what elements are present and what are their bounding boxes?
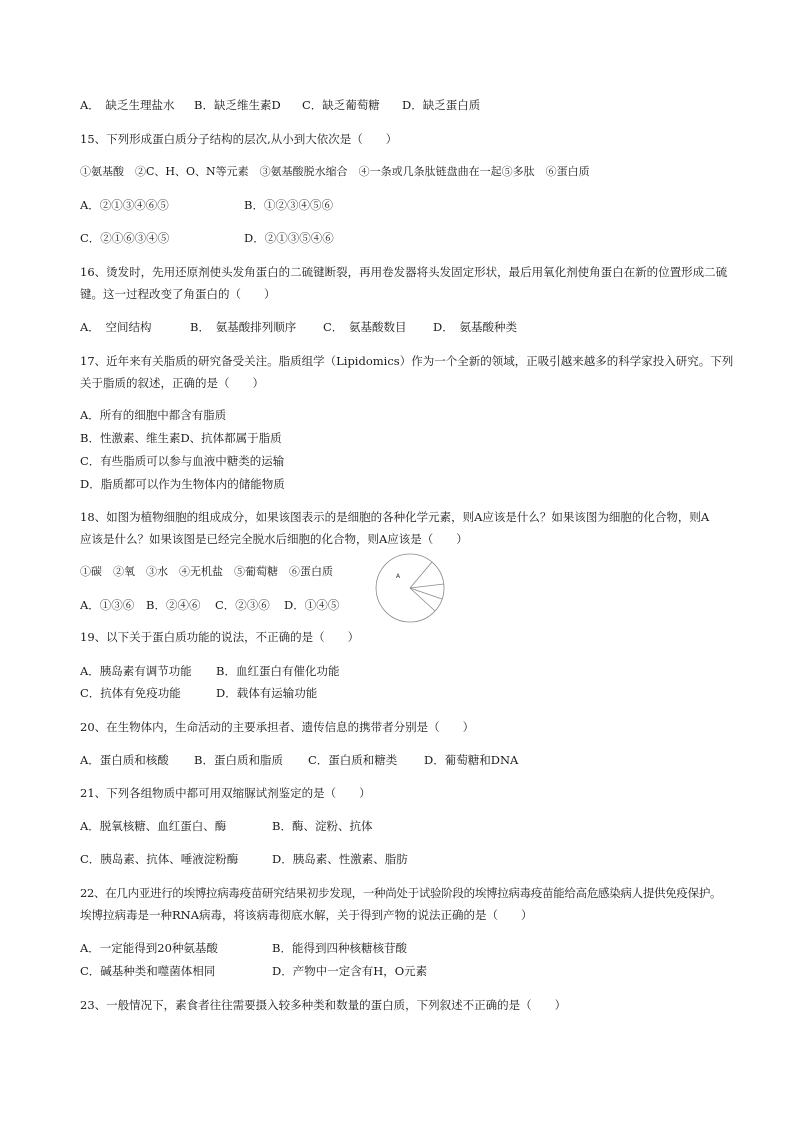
pie-label-a: A [396, 573, 401, 580]
q23-stem: 23、一般情况下，素食者往往需要摄入较多种类和数量的蛋白质，下列叙述不正确的是（ ） [80, 998, 567, 1012]
q22-option-d: D．产物中一定含有H，O元素 [272, 964, 428, 978]
q17-stem-line1: 17、近年来有关脂质的研究备受关注。脂质组学（Lipidomics）作为一个全新的领域，正吸引越来越多的科学家投入研究。下列 [80, 354, 734, 368]
q15-stem: 15、下列形成蛋白质分子结构的层次,从小到大依次是（ ） [80, 132, 398, 146]
q18-stem-line2: 应该是什么？如果该图是已经完全脱水后细胞的化合物，则A应该是（ ） [80, 532, 468, 546]
q16-stem-line2: 键。这一过程改变了角蛋白的（ ） [80, 287, 276, 301]
q16-option-d: D． 氨基酸种类 [433, 320, 517, 334]
q21-option-d: D．胰岛素、性激素、脂肪 [272, 852, 408, 866]
q19-option-a: A．胰岛素有调节功能 [80, 664, 192, 678]
q19-stem: 19、以下关于蛋白质功能的说法，不正确的是（ ） [80, 630, 360, 644]
q19-option-c: C．抗体有免疫功能 [80, 686, 181, 700]
q22-option-b: B．能得到四种核糖核苷酸 [272, 941, 407, 955]
q18-option-d: D．①④⑤ [284, 598, 340, 612]
q20-option-c: C．蛋白质和糖类 [308, 753, 398, 767]
q15-option-b: B．①②③④⑤⑥ [244, 198, 333, 212]
q15-option-d: D．②①③⑤④⑥ [244, 231, 334, 245]
q15-option-a: A．②①③④⑥⑤ [80, 198, 169, 212]
q19-option-d: D．载体有运输功能 [216, 686, 318, 700]
q16-stem-line1: 16、烫发时，先用还原剂使头发角蛋白的二硫键断裂，再用卷发器将头发固定形状，最后用氧化剂使角蛋白在新的位置形成二硫 [80, 265, 728, 279]
q17-option-a: A．所有的细胞中都含有脂质 [80, 408, 227, 422]
q15-option-c: C．②①⑥③④⑤ [80, 231, 170, 245]
q20-option-b: B．蛋白质和脂质 [194, 753, 283, 767]
q18-option-a: A．①③⑥ [80, 598, 135, 612]
cell-composition-pie [372, 553, 448, 623]
q17-option-b: B．性激素、维生素D、抗体都属于脂质 [80, 431, 282, 445]
q14-option-a: A． 缺乏生理盐水 [80, 98, 175, 112]
q14-option-c: C．缺乏葡萄糖 [302, 98, 380, 112]
q22-option-a: A．一定能得到20种氨基酸 [80, 941, 218, 955]
q16-option-b: B． 氨基酸排列顺序 [190, 320, 297, 334]
q21-option-c: C．胰岛素、抗体、唾液淀粉酶 [80, 852, 239, 866]
q15-items: ①氨基酸 ②C、H、O、N等元素 ③氨基酸脱水缩合 ④一条或几条肽链盘曲在一起⑤多肽 ⑥蛋白质 [80, 165, 590, 178]
q20-option-d: D．葡萄糖和DNA [424, 753, 519, 767]
q17-stem-line2: 关于脂质的叙述，正确的是（ ） [80, 376, 264, 390]
q18-stem-line1: 18、如图为植物细胞的组成成分，如果该图表示的是细胞的各种化学元素，则A应该是什么？如果该图为细胞的化合物，则A [80, 510, 710, 524]
q18-option-c: C．②③⑥ [215, 598, 270, 612]
q19-option-b: B．血红蛋白有催化功能 [216, 664, 340, 678]
q14-option-b: B．缺乏维生素D [194, 98, 281, 112]
q22-stem-line2: 埃博拉病毒是一种RNA病毒，将该病毒彻底水解，关于得到产物的说法正确的是（ ） [80, 908, 533, 922]
q21-option-a: A．脱氧核糖、血红蛋白、酶 [80, 819, 227, 833]
q22-stem-line1: 22、在几内亚进行的埃博拉病毒疫苗研究结果初步发现，一种尚处于试验阶段的埃博拉病毒疫苗能给高危感染病人提供免疫保护。 [80, 886, 722, 900]
q20-stem: 20、在生物体内，生命活动的主要承担者、遗传信息的携带者分别是（ ） [80, 720, 475, 734]
q18-items: ①碳 ②氧 ③水 ④无机盐 ⑤葡萄糖 ⑥蛋白质 [80, 565, 333, 578]
q22-option-c: C．碱基种类和噬菌体相同 [80, 964, 216, 978]
q16-option-c: C． 氨基酸数目 [323, 320, 407, 334]
q21-stem: 21、下列各组物质中都可用双缩脲试剂鉴定的是（ ） [80, 786, 371, 800]
q17-option-c: C．有些脂质可以参与血液中糖类的运输 [80, 454, 285, 468]
q17-option-d: D．脂质都可以作为生物体内的储能物质 [80, 477, 285, 491]
q16-option-a: A． 空间结构 [80, 320, 152, 334]
q20-option-a: A．蛋白质和核酸 [80, 753, 169, 767]
q18-option-b: B．②④⑥ [146, 598, 201, 612]
q21-option-b: B．酶、淀粉、抗体 [272, 819, 373, 833]
q14-option-d: D．缺乏蛋白质 [402, 98, 481, 112]
